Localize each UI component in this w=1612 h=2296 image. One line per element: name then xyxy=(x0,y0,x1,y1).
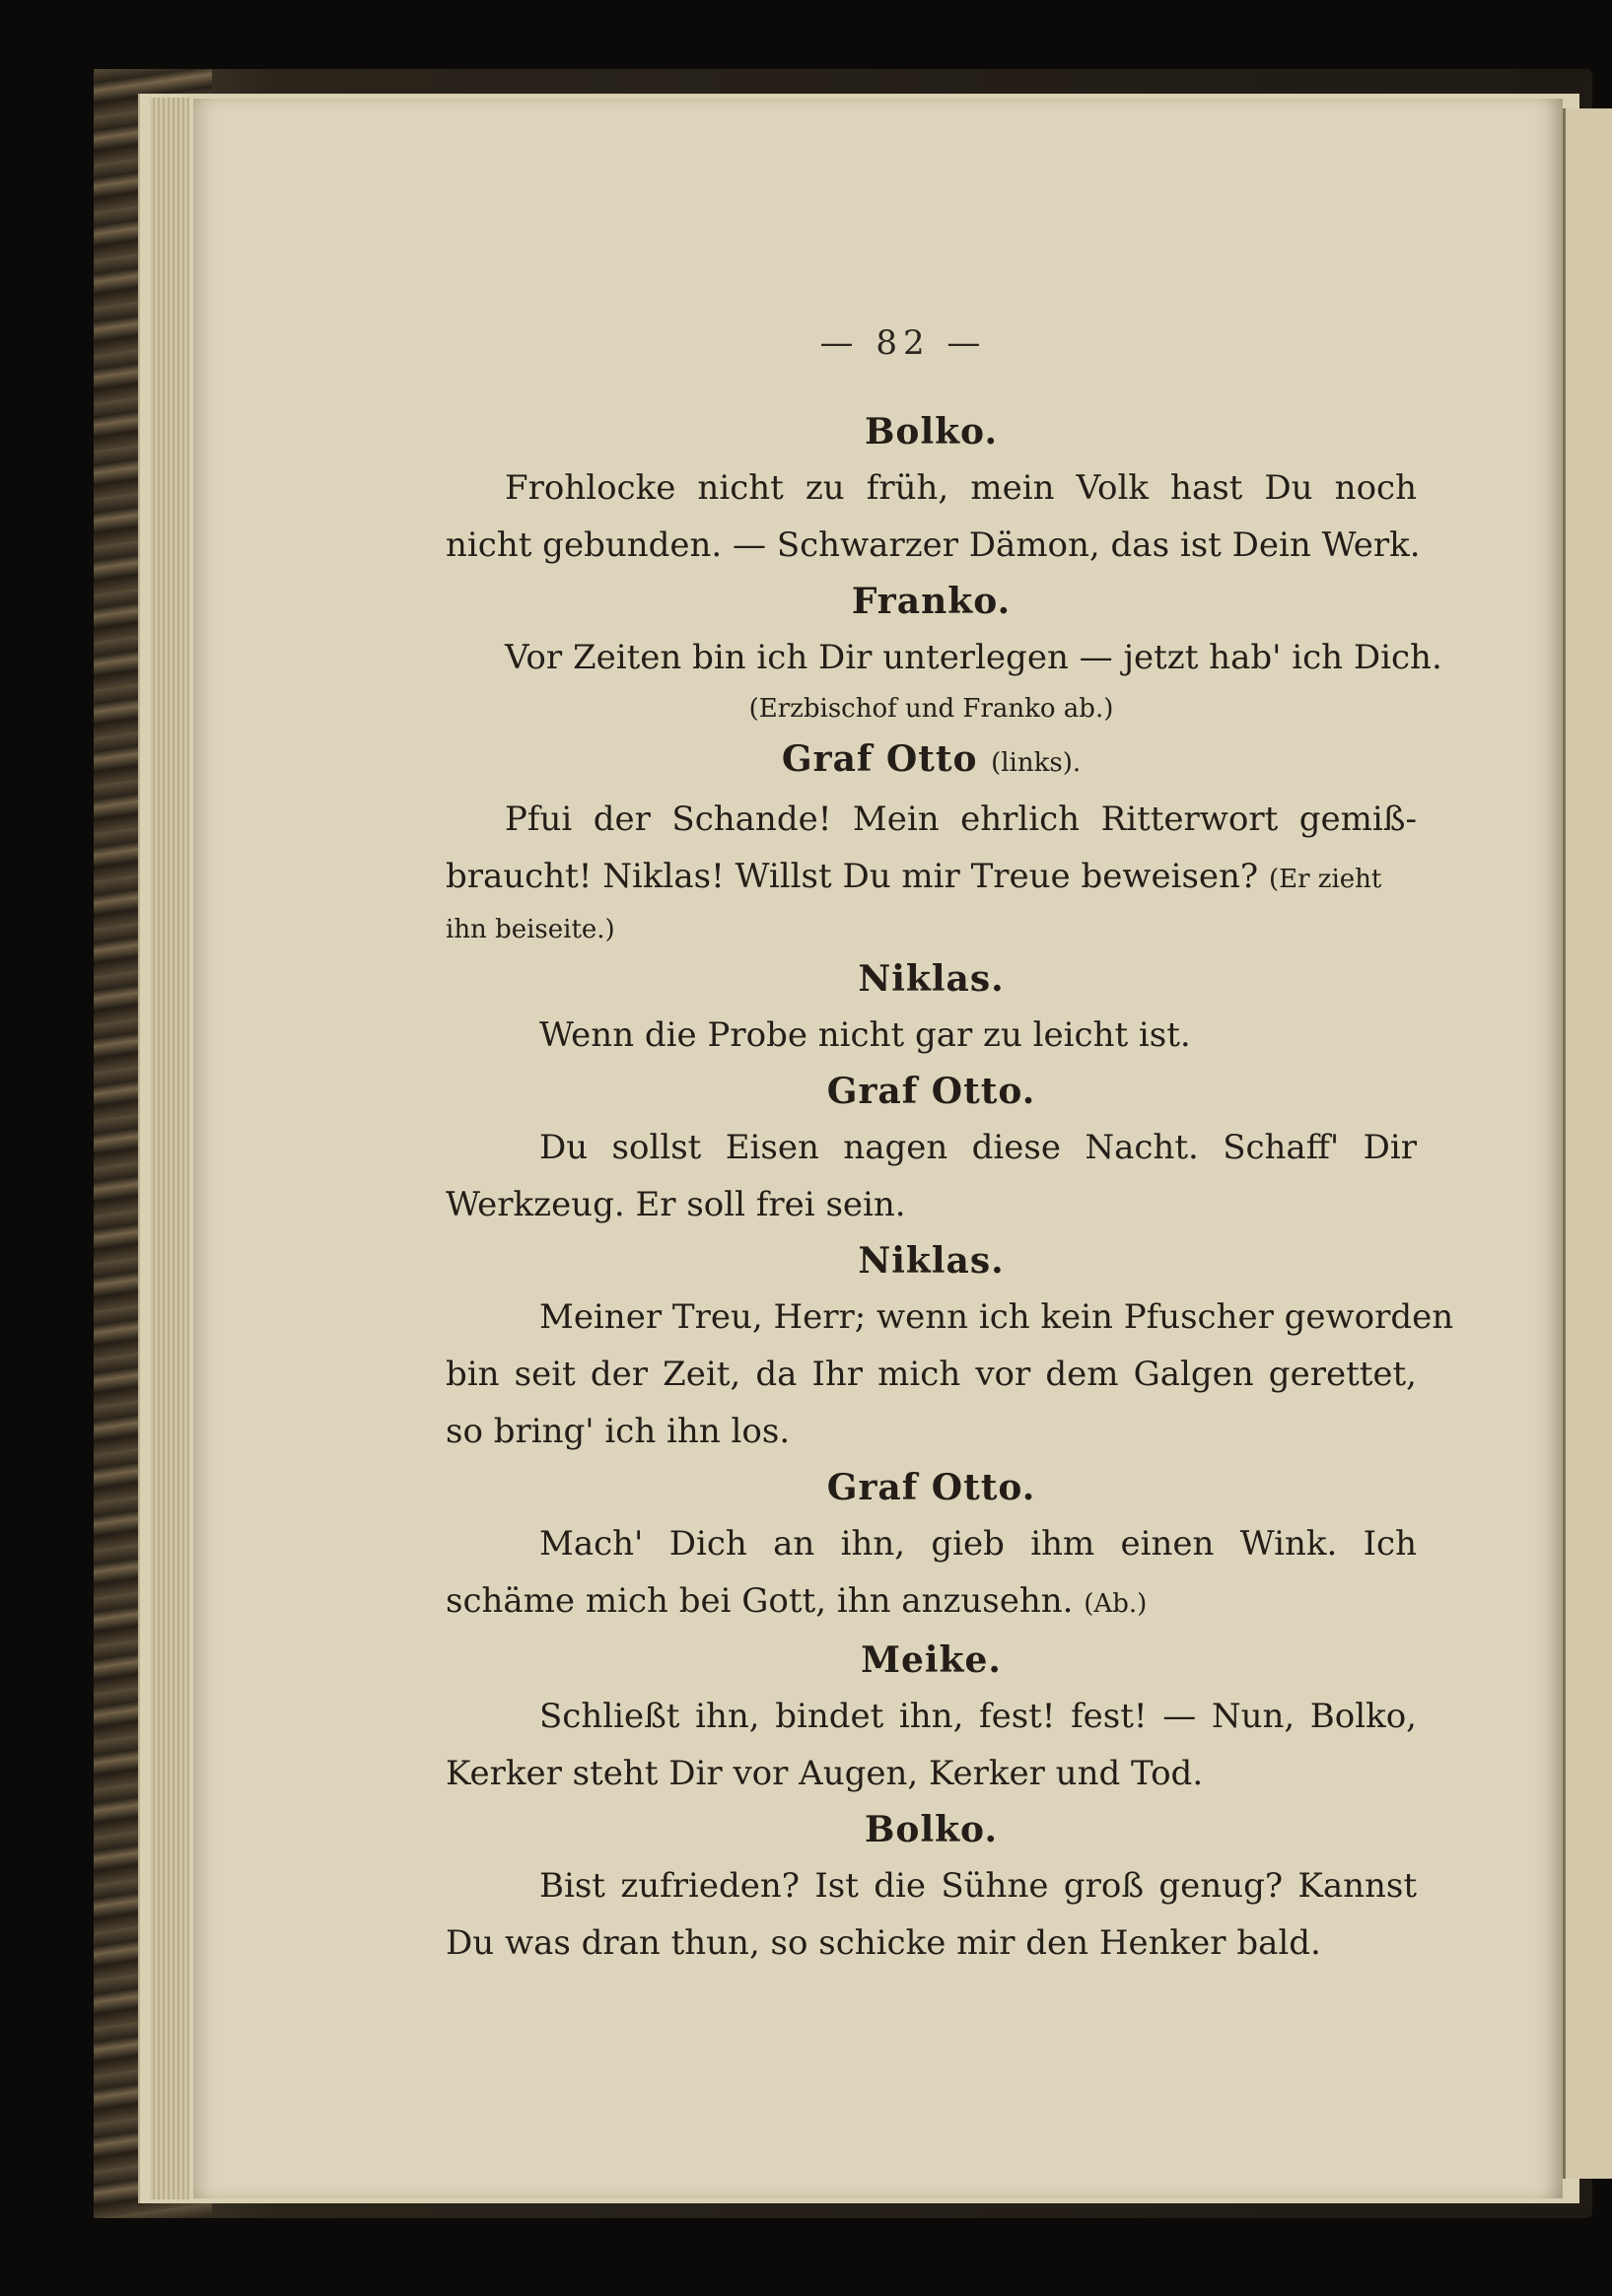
stage-direction: ihn beiseite.) xyxy=(446,915,615,944)
text-line: schäme mich bei Gott, ihn anzusehn. xyxy=(446,1581,1074,1621)
text-line: Meiner Treu, Herr; wenn ich kein Pfuscher geworden xyxy=(539,1297,1454,1337)
speaker-name: Bolko. xyxy=(865,1809,998,1850)
stage-direction: (Ab.) xyxy=(1084,1589,1148,1619)
facing-page-edge xyxy=(1563,108,1612,2179)
text-line: Pfui der Schande! Mein ehrlich Ritterwort gemiß- xyxy=(505,800,1417,839)
text-line: Bist zufrieden? Ist die Sühne groß genug? Kannst xyxy=(539,1866,1417,1906)
text-line: Schließt ihn, bindet ihn, fest! fest! — Nun, Bolko, xyxy=(539,1697,1417,1736)
speaker-name: Niklas. xyxy=(858,1240,1005,1282)
text-line: so bring' ich ihn los. xyxy=(446,1412,791,1451)
speaker-name: Graf Otto xyxy=(781,738,978,780)
speaker-name: Bolko. xyxy=(865,411,998,452)
stage-direction: (links). xyxy=(991,748,1082,778)
text-line: Frohlocke nicht zu früh, mein Volk hast Du noch xyxy=(505,468,1417,508)
text-line: Du was dran thun, so schicke mir den Henker bald. xyxy=(446,1923,1321,1963)
play-text xyxy=(446,404,1454,1972)
text-line: nicht gebunden. — Schwarzer Dämon, das ist Dein Werk. xyxy=(446,525,1421,565)
speaker-name: Graf Otto. xyxy=(826,1071,1036,1112)
text-line: Wenn die Probe nicht gar zu leicht ist. xyxy=(539,1015,1191,1055)
text-line: bin seit der Zeit, da Ihr mich vor dem Galgen gerettet, xyxy=(446,1355,1417,1394)
text-line-with-stage xyxy=(446,848,1417,908)
speaker-name: Franko. xyxy=(851,581,1012,622)
text-line: Vor Zeiten bin ich Dir unterlegen — jetzt hab' ich Dich. xyxy=(505,638,1442,677)
text-line-with-stage xyxy=(446,1572,1417,1633)
text-line: Kerker steht Dir vor Augen, Kerker und Tod. xyxy=(446,1754,1204,1793)
stage-direction: (Erzbischof und Franko ab.) xyxy=(748,694,1114,724)
speaker-name: Graf Otto. xyxy=(826,1467,1036,1508)
speaker-name: Niklas. xyxy=(858,958,1005,1000)
text-line: braucht! Niklas! Willst Du mir Treue beweisen? xyxy=(446,857,1259,896)
page-number: — 82 — xyxy=(819,323,987,363)
speaker-name: Meike. xyxy=(861,1639,1002,1681)
speaker-heading xyxy=(446,731,1417,791)
text-line: Mach' Dich an ihn, gieb ihm einen Wink. Ich xyxy=(539,1524,1417,1564)
text-line: Du sollst Eisen nagen diese Nacht. Schaff' Dir xyxy=(539,1128,1417,1167)
stage-direction: (Er zieht xyxy=(1268,865,1382,894)
text-line: Werkzeug. Er soll frei sein. xyxy=(446,1185,906,1224)
